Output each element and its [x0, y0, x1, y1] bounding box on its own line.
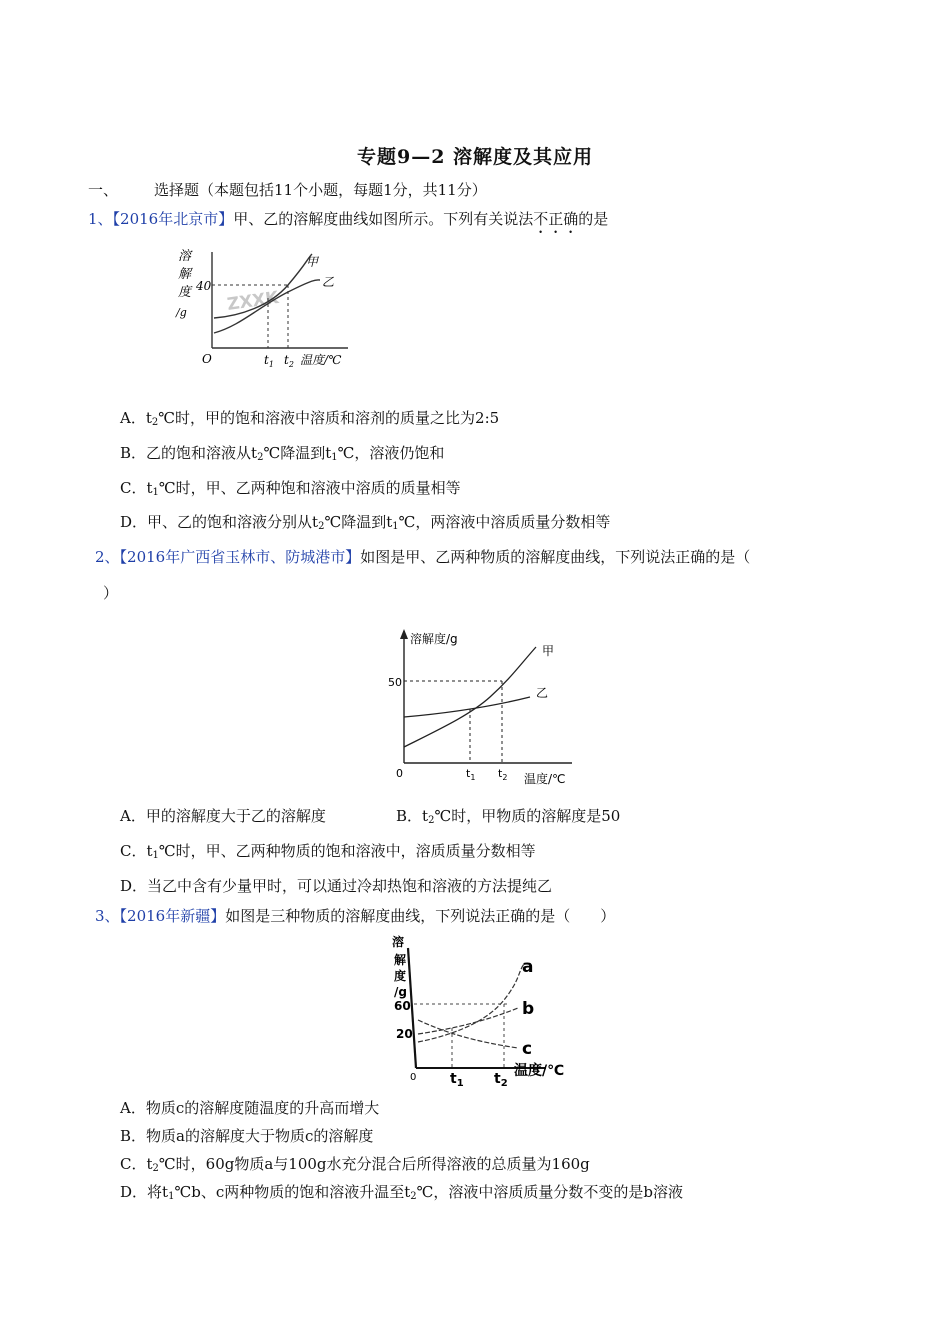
question-2-number: 2、: [95, 548, 120, 566]
q3-curve-a: [418, 964, 524, 1042]
q3-ylabel-4: /g: [394, 985, 407, 999]
question-1-emphasis: 不正确: [533, 210, 579, 228]
question-1-text-end: 的是: [578, 210, 609, 228]
q3-curve-b: [418, 1008, 518, 1034]
q1-tick-40: 40: [196, 279, 212, 293]
question-2-stem-end: ）: [103, 584, 119, 602]
q2-label-jia: 甲: [542, 644, 555, 658]
q2-option-d[interactable]: D．当乙中含有少量甲时，可以通过冷却热饱和溶液的方法提纯乙: [120, 877, 553, 895]
question-2-source: 【2016年广西省玉林市、防城港市】: [119, 548, 361, 566]
q1-ylabel-2: 解: [178, 267, 192, 282]
q3-xlabel: 温度/℃: [514, 1063, 565, 1079]
q2-tick-t2: $t_2$: [498, 767, 508, 782]
q1-label-jia: 甲: [306, 255, 319, 269]
q3-option-c[interactable]: C．$t_2℃$时，60g物质a与100g水充分混合后所得溶液的总质量为160g: [120, 1155, 590, 1174]
q1-xlabel: 温度/℃: [300, 353, 342, 367]
q3-label-a: a: [522, 957, 534, 977]
section-heading: [88, 179, 487, 200]
q2-ylabel: 溶解度/g: [410, 632, 458, 646]
q2-label-yi: 乙: [536, 686, 549, 700]
question-1-source: 【2016年北京市】: [112, 210, 234, 228]
q3-origin: 0: [410, 1072, 417, 1083]
q2-y-arrow: [400, 629, 408, 639]
q1-tick-t2: $t_2$: [284, 353, 294, 369]
question-1-text: 甲、乙的溶解度曲线如图所示。下列有关说法: [233, 210, 534, 228]
q1-option-a[interactable]: A．$t_2℃$时，甲的饱和溶液中溶质和溶剂的质量之比为2:5: [120, 409, 500, 428]
q3-ylabel-3: 度: [394, 969, 407, 983]
q1-ylabel-1: 溶: [178, 249, 192, 264]
q1-option-c[interactable]: C．$t_1℃$时，甲、乙两种饱和溶液中溶质的质量相等: [120, 479, 461, 498]
question-3-source: 【2016年新疆】: [119, 907, 226, 925]
q3-tick-60: 60: [394, 999, 411, 1013]
q3-label-c: c: [522, 1039, 533, 1059]
question-1-stem: [88, 208, 608, 237]
question-1-number: 1、: [88, 210, 113, 228]
q2-option-b[interactable]: B．$t_2℃$时，甲物质的溶解度是50: [396, 807, 621, 826]
q3-ylabel-1: 溶: [392, 935, 405, 949]
question-2-text: 如图是甲、乙两种物质的溶解度曲线，下列说法正确的是（: [360, 548, 751, 566]
section-number: 一、: [88, 181, 119, 199]
question-3-figure: [378, 930, 578, 1090]
question-1-figure: [160, 240, 370, 375]
q3-option-d[interactable]: D．将$t_1℃b$、c两种物质的饱和溶液升温至$t_2℃$，溶液中溶质质量分数不变的是b溶液: [120, 1183, 684, 1202]
q1-ylabel-3: 度: [178, 285, 192, 300]
q3-tick-t1: $t_1$: [450, 1071, 464, 1089]
q2-option-c[interactable]: C．$t_1℃$时，甲、乙两种物质的饱和溶液中，溶质质量分数相等: [120, 842, 536, 861]
q2-option-a[interactable]: A．甲的溶解度大于乙的溶解度: [120, 807, 326, 825]
q3-ylabel-2: 解: [394, 953, 407, 967]
q2-curve-jia: [404, 647, 536, 747]
question-3-text: 如图是三种物质的溶解度曲线，下列说法正确的是（: [225, 907, 571, 925]
question-3-stem: [95, 905, 615, 926]
page-title: 专题9—2 溶解度及其应用: [356, 146, 594, 168]
q2-origin: 0: [396, 767, 403, 780]
question-3-number: 3、: [95, 907, 120, 925]
q3-tick-20: 20: [396, 1027, 413, 1041]
q1-origin: O: [202, 352, 212, 366]
q3-label-b: b: [522, 999, 535, 1019]
section-text: 选择题（本题包括11个小题，每题1分，共11分）: [154, 181, 487, 199]
q3-option-a[interactable]: A．物质c的溶解度随温度的升高而增大: [120, 1099, 380, 1117]
q2-xlabel: 温度/℃: [524, 772, 566, 786]
question-2-stem: [95, 546, 750, 567]
question-3-text-end: ）: [600, 907, 616, 925]
q2-tick-t1: $t_1$: [466, 767, 476, 782]
q3-tick-t2: $t_2$: [494, 1071, 508, 1089]
q1-tick-t1: $t_1$: [264, 353, 274, 369]
q1-option-d[interactable]: D．甲、乙的饱和溶液分别从$t_2℃$降温到$t_1℃$，两溶液中溶质质量分数相等: [120, 513, 611, 532]
q2-tick-50: 50: [388, 676, 402, 689]
q1-option-b[interactable]: B．乙的饱和溶液从$t_2℃$降温到$t_1℃$，溶液仍饱和: [120, 444, 445, 463]
q3-option-b[interactable]: B．物质a的溶解度大于物质c的溶解度: [120, 1127, 374, 1145]
q1-ylabel-4: /g: [176, 306, 187, 319]
question-2-figure: [380, 625, 590, 790]
q1-label-yi: 乙: [322, 275, 335, 289]
q1-watermark: ZXXK: [225, 287, 280, 315]
